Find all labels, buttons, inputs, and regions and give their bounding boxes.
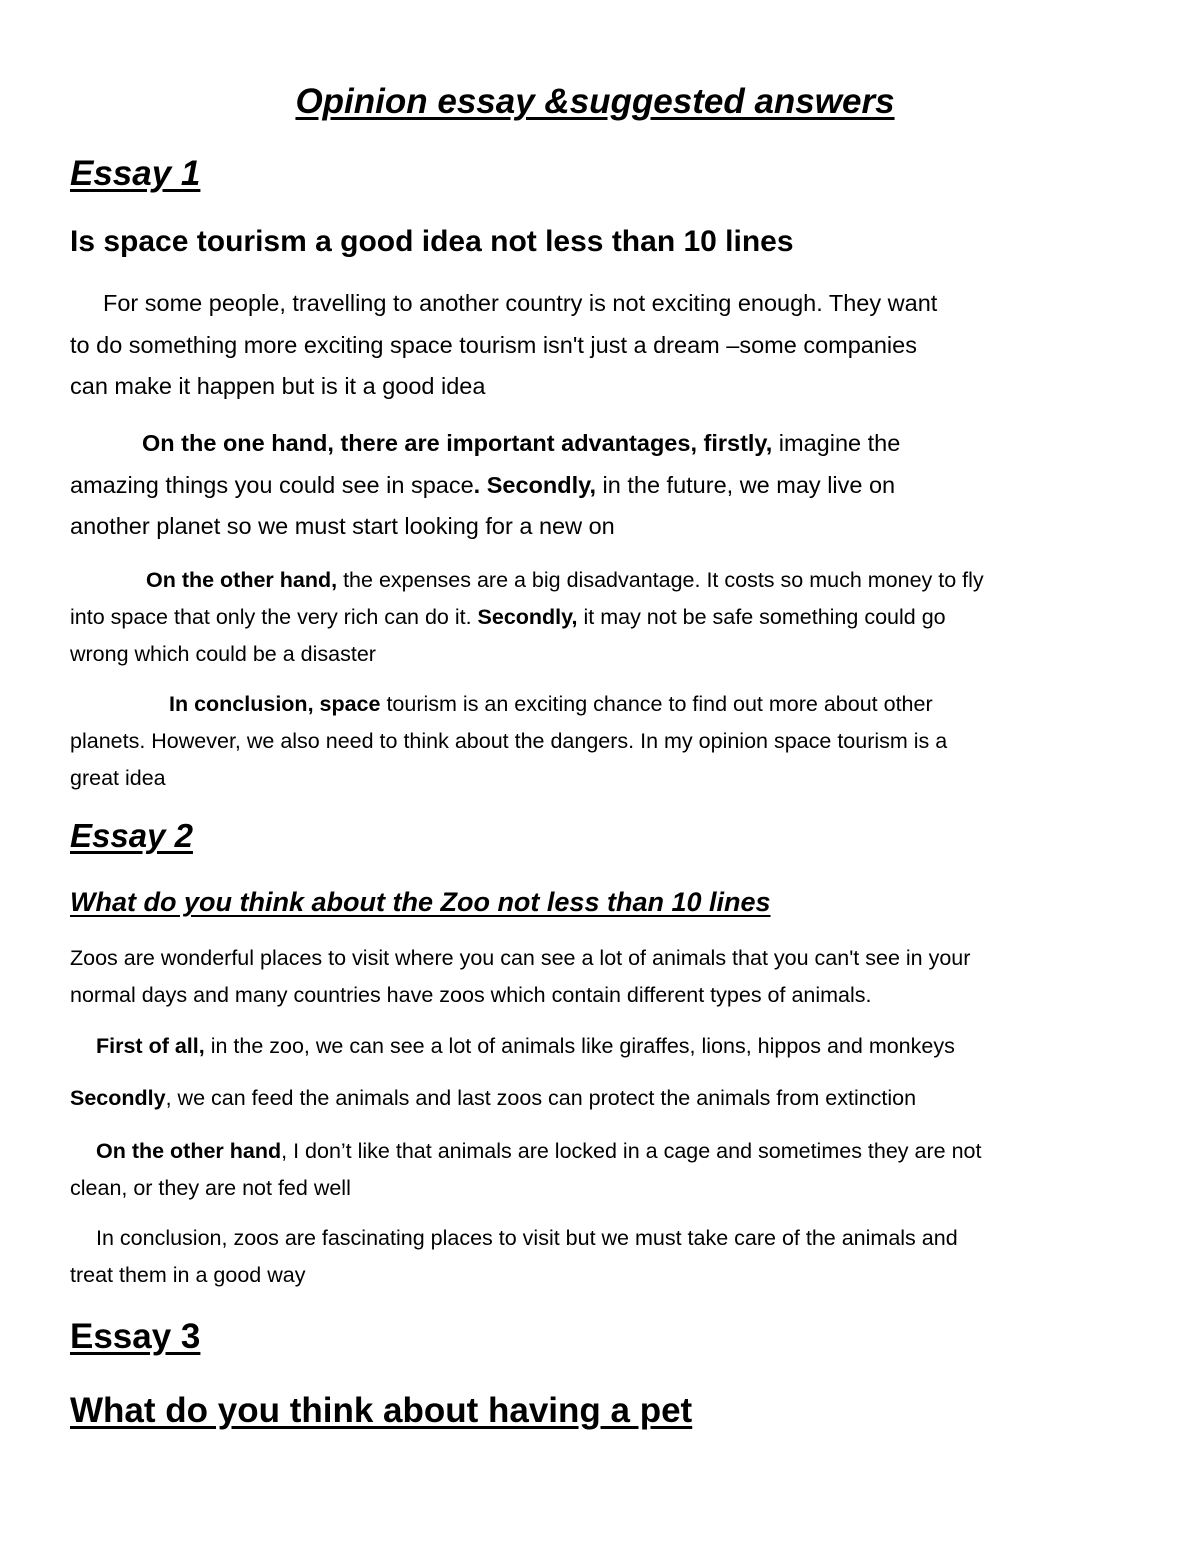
essay-1-intro-line-1: For some people, travelling to another country is not exciting enough. They want (103, 290, 938, 316)
essay-2-first-line (70, 1028, 955, 1065)
essay-2-conclusion-line-2: treat them in a good way (70, 1263, 306, 1287)
essay-2-intro-paragraph (70, 940, 970, 1014)
essay-1-disadvantages-line-1-rest: the expenses are a big disadvantage. It costs so much money to fly (337, 568, 984, 592)
essay-1-advantages-line-1 (70, 423, 900, 465)
essay-1-advantages-line-2 (70, 465, 900, 507)
essay-1-conclusion-line-1-rest: tourism is an exciting chance to find out more about other (380, 692, 933, 716)
essay-1-advantages-secondly: . Secondly, (473, 471, 596, 498)
essay-2-other-hand-line-2: clean, or they are not fed well (70, 1176, 351, 1200)
essay-2-first-rest: in the zoo, we can see a lot of animals like giraffes, lions, hippos and monkeys (204, 1034, 955, 1058)
essay-1-question: Is space tourism a good idea not less than 10 lines (70, 225, 794, 258)
essay-3-heading: Essay 3 (70, 1317, 201, 1356)
essay-1-conclusion-line-2: planets. However, we also need to think about the dangers. In my opinion space tourism is a (70, 729, 948, 753)
essay-2-first-lead: First of all, (96, 1034, 205, 1058)
document-title: Opinion essay &suggested answers (295, 82, 895, 121)
essay-1-disadvantages-lead: On the other hand, (146, 568, 338, 592)
essay-1-disadvantages-line-2-a: into space that only the very rich can do it. (70, 605, 478, 629)
essay-1-advantages-line-2-rest: in the future, we may live on (596, 471, 896, 498)
essay-1-conclusion-line-1 (70, 686, 947, 723)
essay-2-intro-line-1: Zoos are wonderful places to visit where you can see a lot of animals that you can't see in your (70, 946, 971, 970)
essay-2-question: What do you think about the Zoo not less than 10 lines (70, 887, 771, 917)
essay-1-advantages-line-3: another planet so we must start looking for a new on (70, 513, 615, 539)
essay-1-disadvantages-line-3: wrong which could be a disaster (70, 642, 376, 666)
essay-2-other-hand-lead: On the other hand (96, 1139, 282, 1163)
essay-1-advantages-line-2-a: amazing things you could see in space (70, 471, 474, 498)
essay-2-intro-line-2: normal days and many countries have zoos which contain different types of animals. (70, 983, 872, 1007)
essay-2-other-hand-line-1-rest: , I don’t like that animals are locked in a cage and sometimes they are not (281, 1139, 982, 1163)
essay-2-other-hand-paragraph (70, 1133, 981, 1207)
essay-2-first-paragraph (70, 1028, 955, 1065)
essay-1-conclusion-lead: In conclusion, space (169, 692, 381, 716)
essay-1-heading: Essay 1 (70, 154, 201, 193)
essay-1-intro-line-2: to do something more exciting space tourism isn't just a dream –some companies (70, 331, 917, 358)
essay-1-intro-paragraph (70, 283, 937, 408)
essay-1-disadvantages-secondly: Secondly, (477, 605, 578, 629)
essay-1-advantages-lead: On the one hand, there are important advantages, firstly, (142, 430, 773, 456)
essay-2-second-paragraph (70, 1080, 916, 1117)
essay-2-conclusion-paragraph (70, 1220, 958, 1294)
essay-1-conclusion-paragraph (70, 686, 947, 797)
essay-2-other-hand-line-1 (70, 1133, 981, 1170)
essay-2-second-lead: Secondly (70, 1086, 166, 1110)
essay-2-second-line (70, 1080, 916, 1117)
essay-2-heading: Essay 2 (70, 817, 193, 854)
essay-1-advantages-line-1-rest: imagine the (772, 430, 901, 456)
essay-1-advantages-paragraph (70, 423, 900, 548)
essay-3-question: What do you think about having a pet (70, 1391, 693, 1430)
essay-1-intro-line-3: can make it happen but is it a good idea (70, 373, 486, 399)
essay-2-conclusion-line-1: In conclusion, zoos are fascinating places to visit but we must take care of the animals and (96, 1226, 958, 1250)
essay-1-disadvantages-paragraph (70, 562, 984, 673)
essay-1-conclusion-line-3: great idea (70, 766, 166, 790)
essay-1-disadvantages-line-1 (70, 562, 984, 599)
essay-2-second-rest: , we can feed the animals and last zoos can protect the animals from extinction (165, 1086, 917, 1110)
essay-1-disadvantages-line-2-rest: it may not be safe something could go (577, 605, 946, 629)
essay-1-disadvantages-line-2 (70, 599, 984, 636)
